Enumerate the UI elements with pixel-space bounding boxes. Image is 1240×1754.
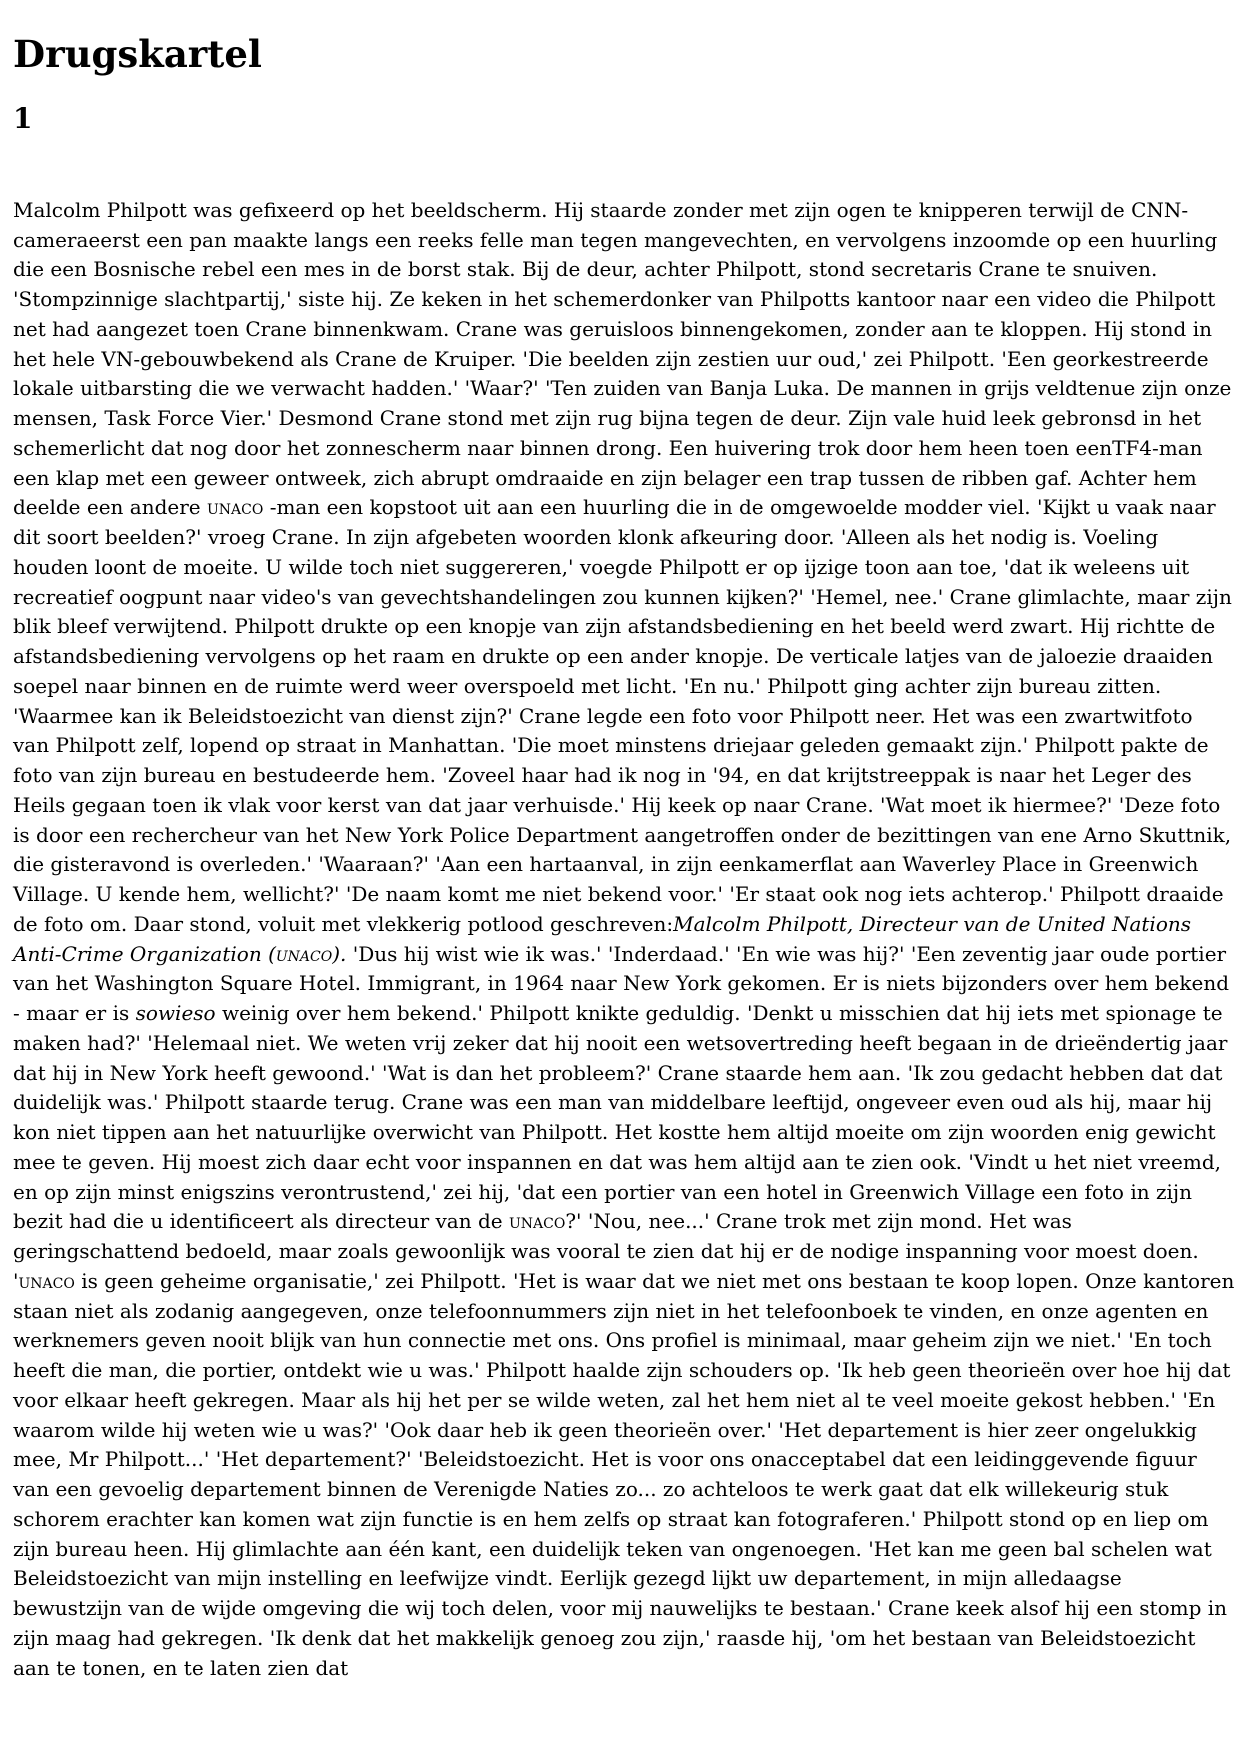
document-title: Drugskartel [13, 32, 262, 76]
chapter-number: 1 [13, 102, 33, 136]
text-run: weinig over hem bekend.' Philpott knikte geduldig. 'Denkt u misschien dat hij iets met spionage te maken had?' 'Helemaal niet. We weten vrij zeker dat hij nooit een wetsovertreding heeft begaan in de drieëndertig jaar dat hij in New York heeft gewoond.' 'Wat is dan het probleem?' Crane staarde hem aan. 'Ik zou gedacht hebben dat dat duidelijk was.' Philpott staarde terug. Crane was een man van middelbare leeftijd, ongeveer even oud als hij, maar hij kon niet tippen aan het natuurlijke overwicht van Philpott. Het kostte hem altijd moeite om zijn woorden enig gewicht mee te geven. Hij moest zich daar echt voor inspannen en dat was hem altijd aan te zien ook. 'Vindt u het niet vreemd, en op zijn minst enigszins verontrustend,' zei hij, 'dat een portier van een hotel in Greenwich Village een foto in zijn bezit had die u identificeert als directeur van de [13, 1001, 1228, 1234]
document-page [13, 22, 1235, 1683]
text-run: -man een kopstoot uit aan een huurling die in de omgewoelde modder viel. 'Kijkt u vaak naar dit soort beelden?' vroeg Crane. In zijn afgebeten woorden klonk afkeuring door. 'Alleen als het nodig is. Voeling houden loont de moeite. U wilde toch niet suggereren,' voegde Philpott er op ijzige toon aan toe, 'dat ik weleens uit recreatief oogpunt naar video's van gevechtshandelingen zou kunnen kijken?' 'Hemel, nee.' Crane glimlachte, maar zijn blik bleef verwijtend. Philpott drukte op een knopje van zijn afstandsbediening en het beeld werd zwart. Hij richtte de afstandsbediening vervolgens op het raam en drukte op een ander knopje. De verticale latjes van de jaloezie draaiden soepel naar binnen en de ruimte werd weer overspoeld met licht. 'En nu.' Philpott ging achter zijn bureau zitten. 'Waarmee kan ik Beleidstoezicht van dienst zijn?' Crane legde een foto voor Philpott neer. Het was een zwartwitfoto van Philpott zelf, lopend op straat in Manhattan. 'Die moet minstens driejaar geleden gemaakt zijn.' Philpott pakte de foto van zijn bureau en bestudeerde hem. 'Zoveel haar had ik nog in '94, en dat krijtstreeppak is naar het Leger des Heils gegaan toen ik vlak voor kerst van dat jaar verhuisde.' Hij keek op naar Crane. 'Wat moet ik hiermee?' 'Deze foto is door een rechercheur van het New York Police Department aangetroffen onder de bezittingen van ene Arno Skuttnik, die gisteravond is overleden.' 'Waaraan?' 'Aan een hartaanval, in zijn eenkamerflat aan Waverley Place in Greenwich Village. U kende hem, wellicht?' 'De naam komt me niet bekend voor.' 'Er staat ook nog iets achterop.' Philpott draaide de foto om. Daar stond, voluit met vlekkerig potlood geschreven: [13, 495, 1232, 936]
small-caps-run: unaco [275, 941, 333, 966]
body-paragraph [13, 196, 1235, 1684]
small-caps-run: unaco [18, 1268, 75, 1293]
text-run: is geen geheime organisatie,' zei Philpott. 'Het is waar dat we niet met ons bestaan te koop lopen. Onze kantoren staan niet als zodanig aangegeven, onze telefoonnummers zijn niet in het telefoonboek te vinden, en onze agenten en werknemers geven nooit blijk van hun connectie met ons. Ons profiel is minimaal, maar geheim zijn we niet.' 'En toch heeft die man, die portier, ontdekt wie u was.' Philpott haalde zijn schouders op. 'Ik heb geen theorieën over hoe hij dat voor elkaar heeft gekregen. Maar als hij het per se wilde weten, zal het hem niet al te veel moeite gekost hebben.' 'En waarom wilde hij weten wie u was?' 'Ook daar heb ik geen theorieën over.' 'Het departement is hier zeer ongelukkig mee, Mr Philpott...' 'Het departement?' 'Beleidstoezicht. Het is voor ons onacceptabel dat een leidinggevende figuur van een gevoelig departement binnen de Verenigde Naties zo... zo achteloos te werk gaat dat elk willekeurig stuk schorem erachter kan komen wat zijn functie is en hem zelfs op straat kan fotograferen.' Philpott stond op en liep om zijn bureau heen. Hij glimlachte aan één kant, een duidelijk teken van ongenoegen. 'Het kan me geen bal schelen wat Beleidstoezicht van mijn instelling en leefwijze vindt. Eerlijk gezegd lijkt uw departement, in mijn alledaagse bewustzijn van de wijde omgeving die wij toch delen, voor mij nauwelijks te bestaan.' Crane keek alsof hij een stomp in zijn maag had gekregen. 'Ik denk dat het makkelijk genoeg zou zijn,' raasde hij, 'om het bestaan van Beleidstoezicht aan te tonen, en te laten zien dat [13, 1268, 1235, 1680]
italic-run: Malcolm Philpott, Directeur van de United Nations Anti-Crime Organization ( [13, 911, 1192, 966]
text-run: 'Dus hij wist wie ik was.' 'Inderdaad.' 'En wie was hij?' 'Een zeventig jaar oude portier van het Washington Square Hotel. Immigrant, in 1964 naar New York gekomen. Er is niets bijzonders over hem bekend - maar er is [13, 941, 1230, 1026]
text-run: Malcolm Philpott was gefixeerd op het beeldscherm. Hij staarde zonder met zijn ogen te knipperen terwijl de CNN-cameraeerst een pan maakte langs een reeks felle man tegen mangevechten, en vervolgens inzoomde op een huurling die een Bosnische rebel een mes in de borst stak. Bij de deur, achter Philpott, stond secretaris Crane te snuiven. 'Stompzinnige slachtpartij,' siste hij. Ze keken in het schemerdonker van Philpotts kantoor naar een video die Philpott net had aangezet toen Crane binnenkwam. Crane was geruisloos binnengekomen, zonder aan te kloppen. Hij stond in het hele VN-gebouwbekend als Crane de Kruiper. 'Die beelden zijn zestien uur oud,' zei Philpott. 'Een georkestreerde lokale uitbarsting die we verwacht hadden.' 'Waar?' 'Ten zuiden van Banja Luka. De mannen in grijs veldtenue zijn onze mensen, Task Force Vier.' Desmond Crane stond met zijn rug bijna tegen de deur. Zijn vale huid leek gebronsd in het schemerlicht dat nog door het zonnescherm naar binnen drong. Een huivering trok door hem heen toen eenTF4-man een klap met een geweer ontweek, zich abrupt omdraaide en zijn belager een trap tussen de ribben gaf. Achter hem deelde een andere [13, 197, 1232, 520]
italic-run: sowieso [135, 1001, 216, 1026]
small-caps-run: unaco [508, 1209, 566, 1234]
italic-run [276, 942, 332, 966]
small-caps-run: unaco [206, 495, 264, 520]
text-run: ?' 'Nou, nee...' Crane trok met zijn mond. Het was geringschattend bedoeld, maar zoals gewoonlijk was vooral te zien dat hij er de nodige inspanning voor moest doen. ' [13, 1209, 1199, 1293]
italic-run: ). [332, 941, 347, 966]
